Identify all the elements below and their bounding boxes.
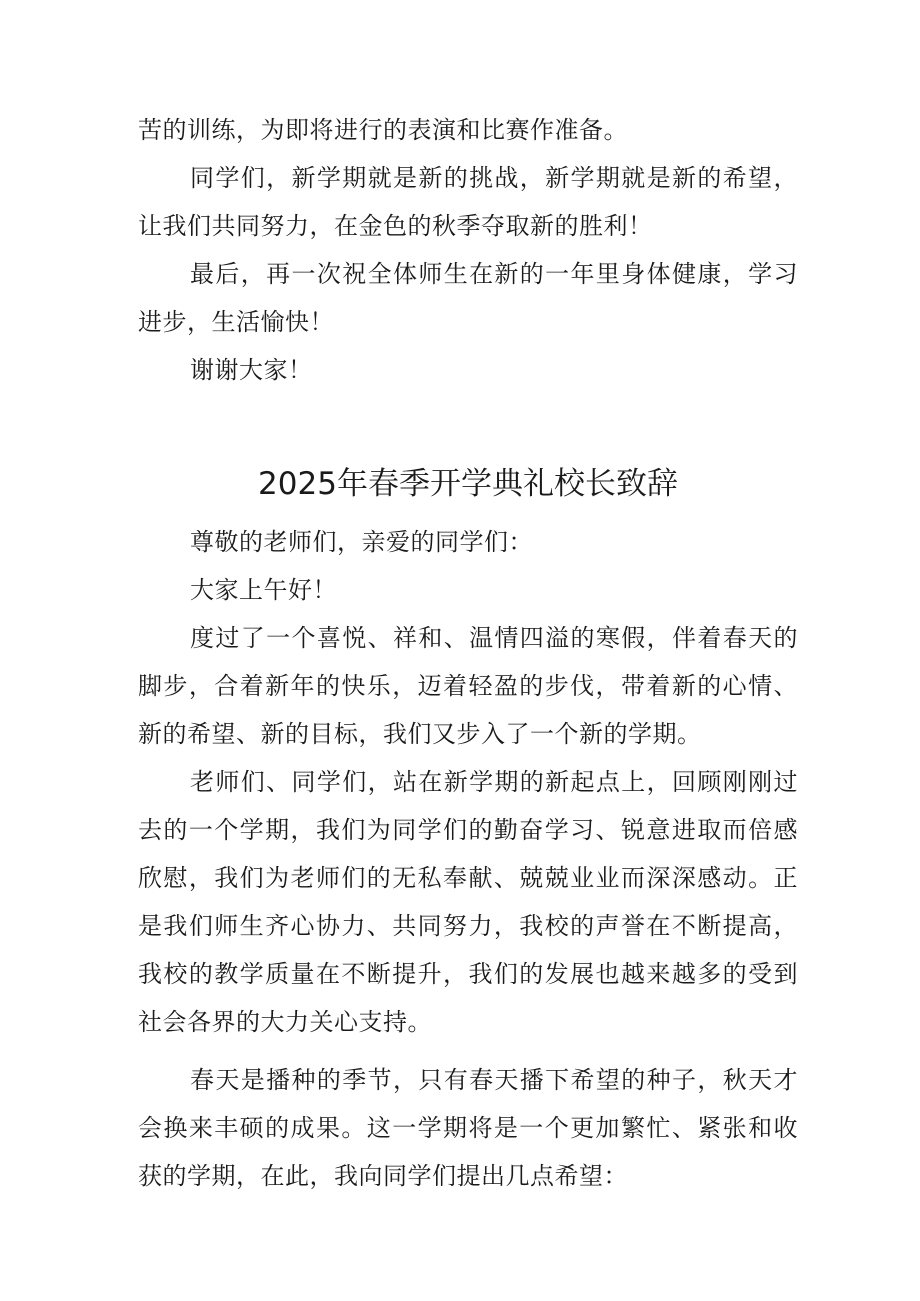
paragraph-spring: 春天是播种的季节，只有春天播下希望的种子，秋天才会换来丰硕的成果。这一学期将是一个更加繁忙、紧张和收获的学期，在此，我向同学们提出几点希望： — [138, 1066, 798, 1190]
paragraph-review: 老师们、同学们，站在新学期的新起点上，回顾刚刚过去的一个学期，我们为同学们的勤奋学习、锐意进取而倍感欣慰，我们为老师们的无私奉献、兢兢业业而深深感动。正是我们师生齐心协力、共同努力，我校的声誉在不断提高，我校的教学质量在不断提升，我们的发展也越来越多的受到社会各界的大力关心支持。 — [138, 768, 798, 1036]
paragraph-new-challenge: 同学们，新学期就是新的挑战，新学期就是新的希望，让我们共同努力，在金色的秋季夺取新的胜利！ — [138, 164, 798, 240]
paragraph-best-wishes: 最后，再一次祝全体师生在新的一年里身体健康，学习进步，生活愉快！ — [138, 260, 798, 336]
speech-title: 2025年春季开学典礼校长致辞 — [258, 466, 678, 502]
greeting: 大家上午好！ — [190, 576, 337, 604]
salutation: 尊敬的老师们，亲爱的同学们： — [190, 528, 533, 556]
paragraph-winter-break: 度过了一个喜悦、祥和、温情四溢的寒假，伴着春天的脚步，合着新年的快乐，迈着轻盈的步伐，带着新的心情、新的希望、新的目标，我们又步入了一个新的学期。 — [138, 624, 798, 748]
continued-paragraph: 苦的训练，为即将进行的表演和比赛作准备。 — [138, 116, 628, 144]
paragraph-thanks: 谢谢大家！ — [190, 356, 313, 384]
document-page — [138, 106, 798, 1200]
